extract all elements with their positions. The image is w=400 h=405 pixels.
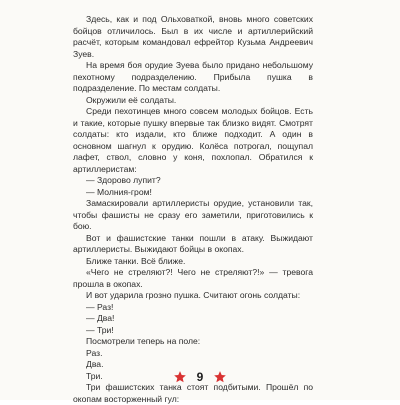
paragraph: И вот ударила грозно пушка. Считают огонь солдаты: [86, 290, 301, 300]
paragraph: Здесь, как и под Ольховаткой, вновь много советских бойцов отличилось. Был в их числе и артиллерийский расчёт, которым командовал ефрейтор Кузьма Андреевич Зуев. [73, 14, 313, 59]
paragraph: Три фашистских танка стоят подбитыми. Прошёл по окопам восторженный гул: [73, 382, 313, 404]
dialogue-line: — Два! [86, 313, 115, 323]
count-line: Раз. [86, 347, 103, 358]
paragraph: «Чего не стреляют?! Чего не стреляют?!» — тревога прошла в окопах. [73, 267, 313, 289]
paragraph: Окружили её солдаты. [86, 94, 177, 105]
dialogue-line: — Здорово лупит? [86, 175, 161, 185]
paragraph: Замаскировали артиллеристы орудие, установили так, чтобы фашисты не сразу его заметили, приготовились к бою. [73, 198, 313, 231]
paragraph: Ближе танки. Всё ближе. [86, 255, 186, 266]
dialogue-line: — Три! [86, 324, 114, 335]
count-line: Два. [86, 359, 104, 369]
body-text [73, 14, 313, 405]
dialogue-line: — Раз! [86, 301, 114, 312]
dialogue-line: — Молния-гром! [86, 186, 152, 197]
paragraph: Вот и фашистские танки пошли в атаку. Выжидают артиллеристы. Выжидают бойцы в окопах. [73, 232, 313, 254]
paragraph: На время боя орудие Зуева было придано небольшому пехотному подразделению. Прибыла пушка в подразделение. По местам солдаты. [73, 60, 313, 93]
page-footer [0, 367, 400, 387]
page-number: 9 [196, 370, 204, 384]
paragraph: Посмотрели теперь на поле: [86, 336, 201, 346]
star-icon [173, 370, 187, 384]
star-icon [213, 370, 227, 384]
count-line: Три. [86, 370, 103, 381]
paragraph: Среди пехотинцев много совсем молодых бойцов. Есть и такие, которые пушку впервые так близко видят. Смотрят солдаты: кто издали, кто ближе подходит. А один в основном шагнул к орудию. Колёса потрогал, пощупал лафет, ствол, словно у коня, похлопал. Обратился к артиллеристам: [73, 106, 313, 174]
